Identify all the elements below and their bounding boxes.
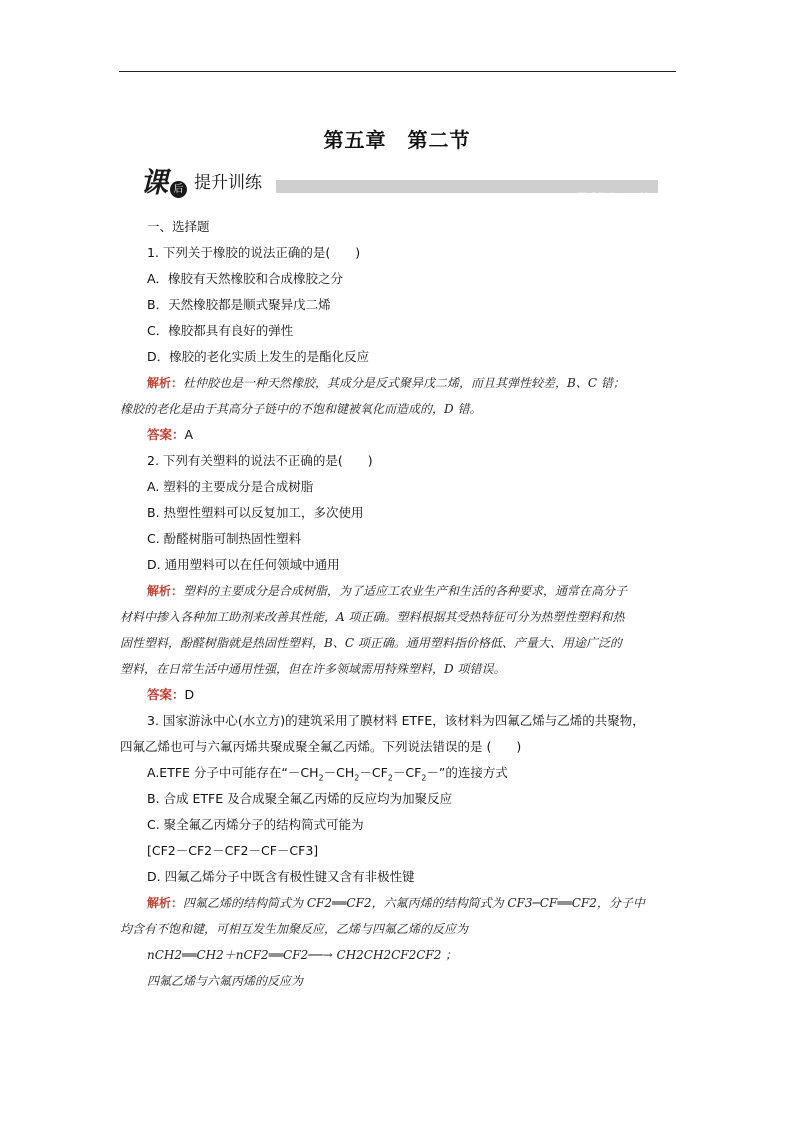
q2-stem: 2. 下列有关塑料的说法不正确的是( ) [147,453,373,468]
q2-solution-line-3: 固性塑料，酚醛树脂就是热固性塑料，B、C 项正确。通用塑料指价格低、产量大、用途广泛的 [120,636,622,650]
answer-label: 答案： [147,427,185,442]
bracket-close-icon: ] [313,843,319,858]
q2-answer-value: D [184,687,195,702]
q1-option-a: A．橡胶有天然橡胶和合成橡胶之分 [147,271,344,286]
q1-solution-line-1 [147,374,625,392]
banner-bar [276,180,658,204]
q2-option-a: A. 塑料的主要成分是合成树脂 [147,479,314,494]
page-title: 第五章 第二节 [323,128,471,152]
answer-label: 答案： [147,687,185,702]
q3-stem-line-1: 3. 国家游泳中心(水立方)的建筑采用了膜材料 ETFE，该材料为四氟乙烯与乙烯的共聚物， [147,713,645,728]
q1-option-b: B．天然橡胶都是顺式聚异戊二烯 [147,297,331,312]
q3-solution-line-4: 四氟乙烯与六氟丙烯的反应为 [147,974,304,988]
q1-answer [147,426,193,444]
q3-option-b: B. 合成 ETFE 及合成聚全氟乙丙烯的反应均为加聚反应 [147,791,453,806]
q3-solution-line-1 [147,894,645,912]
banner-circle-badge: 后 [170,181,187,198]
banner-logo: 课 [140,166,169,199]
q3-option-a-suffix: ”的连接方式 [438,765,508,780]
q3-solution-text-1: 四氟乙烯的结构简式为 CF2══CF2，六氟丙烯的结构简式为 CF3─CF══CF2，分子中 [183,896,645,910]
q3-solution-line-3: nCH2══CH2＋nCF2══CF2──→ CH2CH2CF2CF2 ； [147,948,458,962]
top-rule [119,71,676,72]
solution-label: 解析： [147,896,184,910]
q1-option-c: C．橡胶都具有良好的弹性 [147,323,294,338]
q1-answer-value: A [184,427,194,442]
q1-option-d: D．橡胶的老化实质上发生的是酯化反应 [147,349,370,364]
q1-solution-text-1: 杜仲胶也是一种天然橡胶，其成分是反式聚异戊二烯，而且其弹性较差，B、C 错； [183,376,625,390]
solution-label: 解析： [147,376,184,390]
solution-label: 解析： [147,584,184,598]
q3-solution-line-2: 均含有不饱和键，可相互发生加聚反应，乙烯与四氟乙烯的反应为 [120,922,469,936]
q3-formula-text: CF2－CF2－CF2－CF－CF3 [151,843,314,858]
section-banner [140,168,660,202]
bracket-open-icon: [ [147,843,152,858]
q2-solution-line-1 [147,582,627,600]
q2-solution-line-4: 塑料，在日常生活中通用性强，但在许多领域需用特殊塑料，D 项错误。 [120,662,506,676]
q1-stem: 1. 下列关于橡胶的说法正确的是( ) [147,245,361,260]
q2-option-c: C. 酚醛树脂可制热固性塑料 [147,531,302,546]
q3-stem-line-2: 四氟乙烯也可与六氟丙烯共聚成聚全氟乙丙烯。下列说法错误的是 ( ) [120,739,522,754]
banner-subtitle: 课后作业·日日清 [576,193,650,204]
q2-option-d: D. 通用塑料可以在任何领域中通用 [147,557,340,572]
q2-solution-text-1: 塑料的主要成分是合成树脂，为了适应工农业生产和生活的各种要求，通常在高分子 [183,584,628,598]
section-heading: 一、选择题 [147,219,210,234]
q3-option-d: D. 四氟乙烯分子中既含有极性键又含有非极性键 [147,869,415,884]
q3-option-c-formula [147,842,318,860]
q2-answer [147,686,194,704]
q1-solution-line-2: 橡胶的老化是由于其高分子链中的不饱和键被氧化而造成的，D 错。 [120,402,482,416]
q3-option-c: C. 聚全氟乙丙烯分子的结构简式可能为 [147,817,364,832]
banner-title: 提升训练 [194,173,262,193]
q2-solution-line-2: 材料中掺入各种加工助剂来改善其性能，A 项正确。塑料根据其受热特征可分为热塑性塑料和热 [120,610,625,624]
q3-option-a-prefix: A.ETFE 分子中可能存在“－CH [147,765,319,780]
q3-option-a: A.ETFE 分子中可能存在“$-CH_2-CH_2-CF_2-CF_2-$”的连接方式 [147,765,508,783]
q2-option-b: B. 热塑性塑料可以反复加工，多次使用 [147,505,364,520]
